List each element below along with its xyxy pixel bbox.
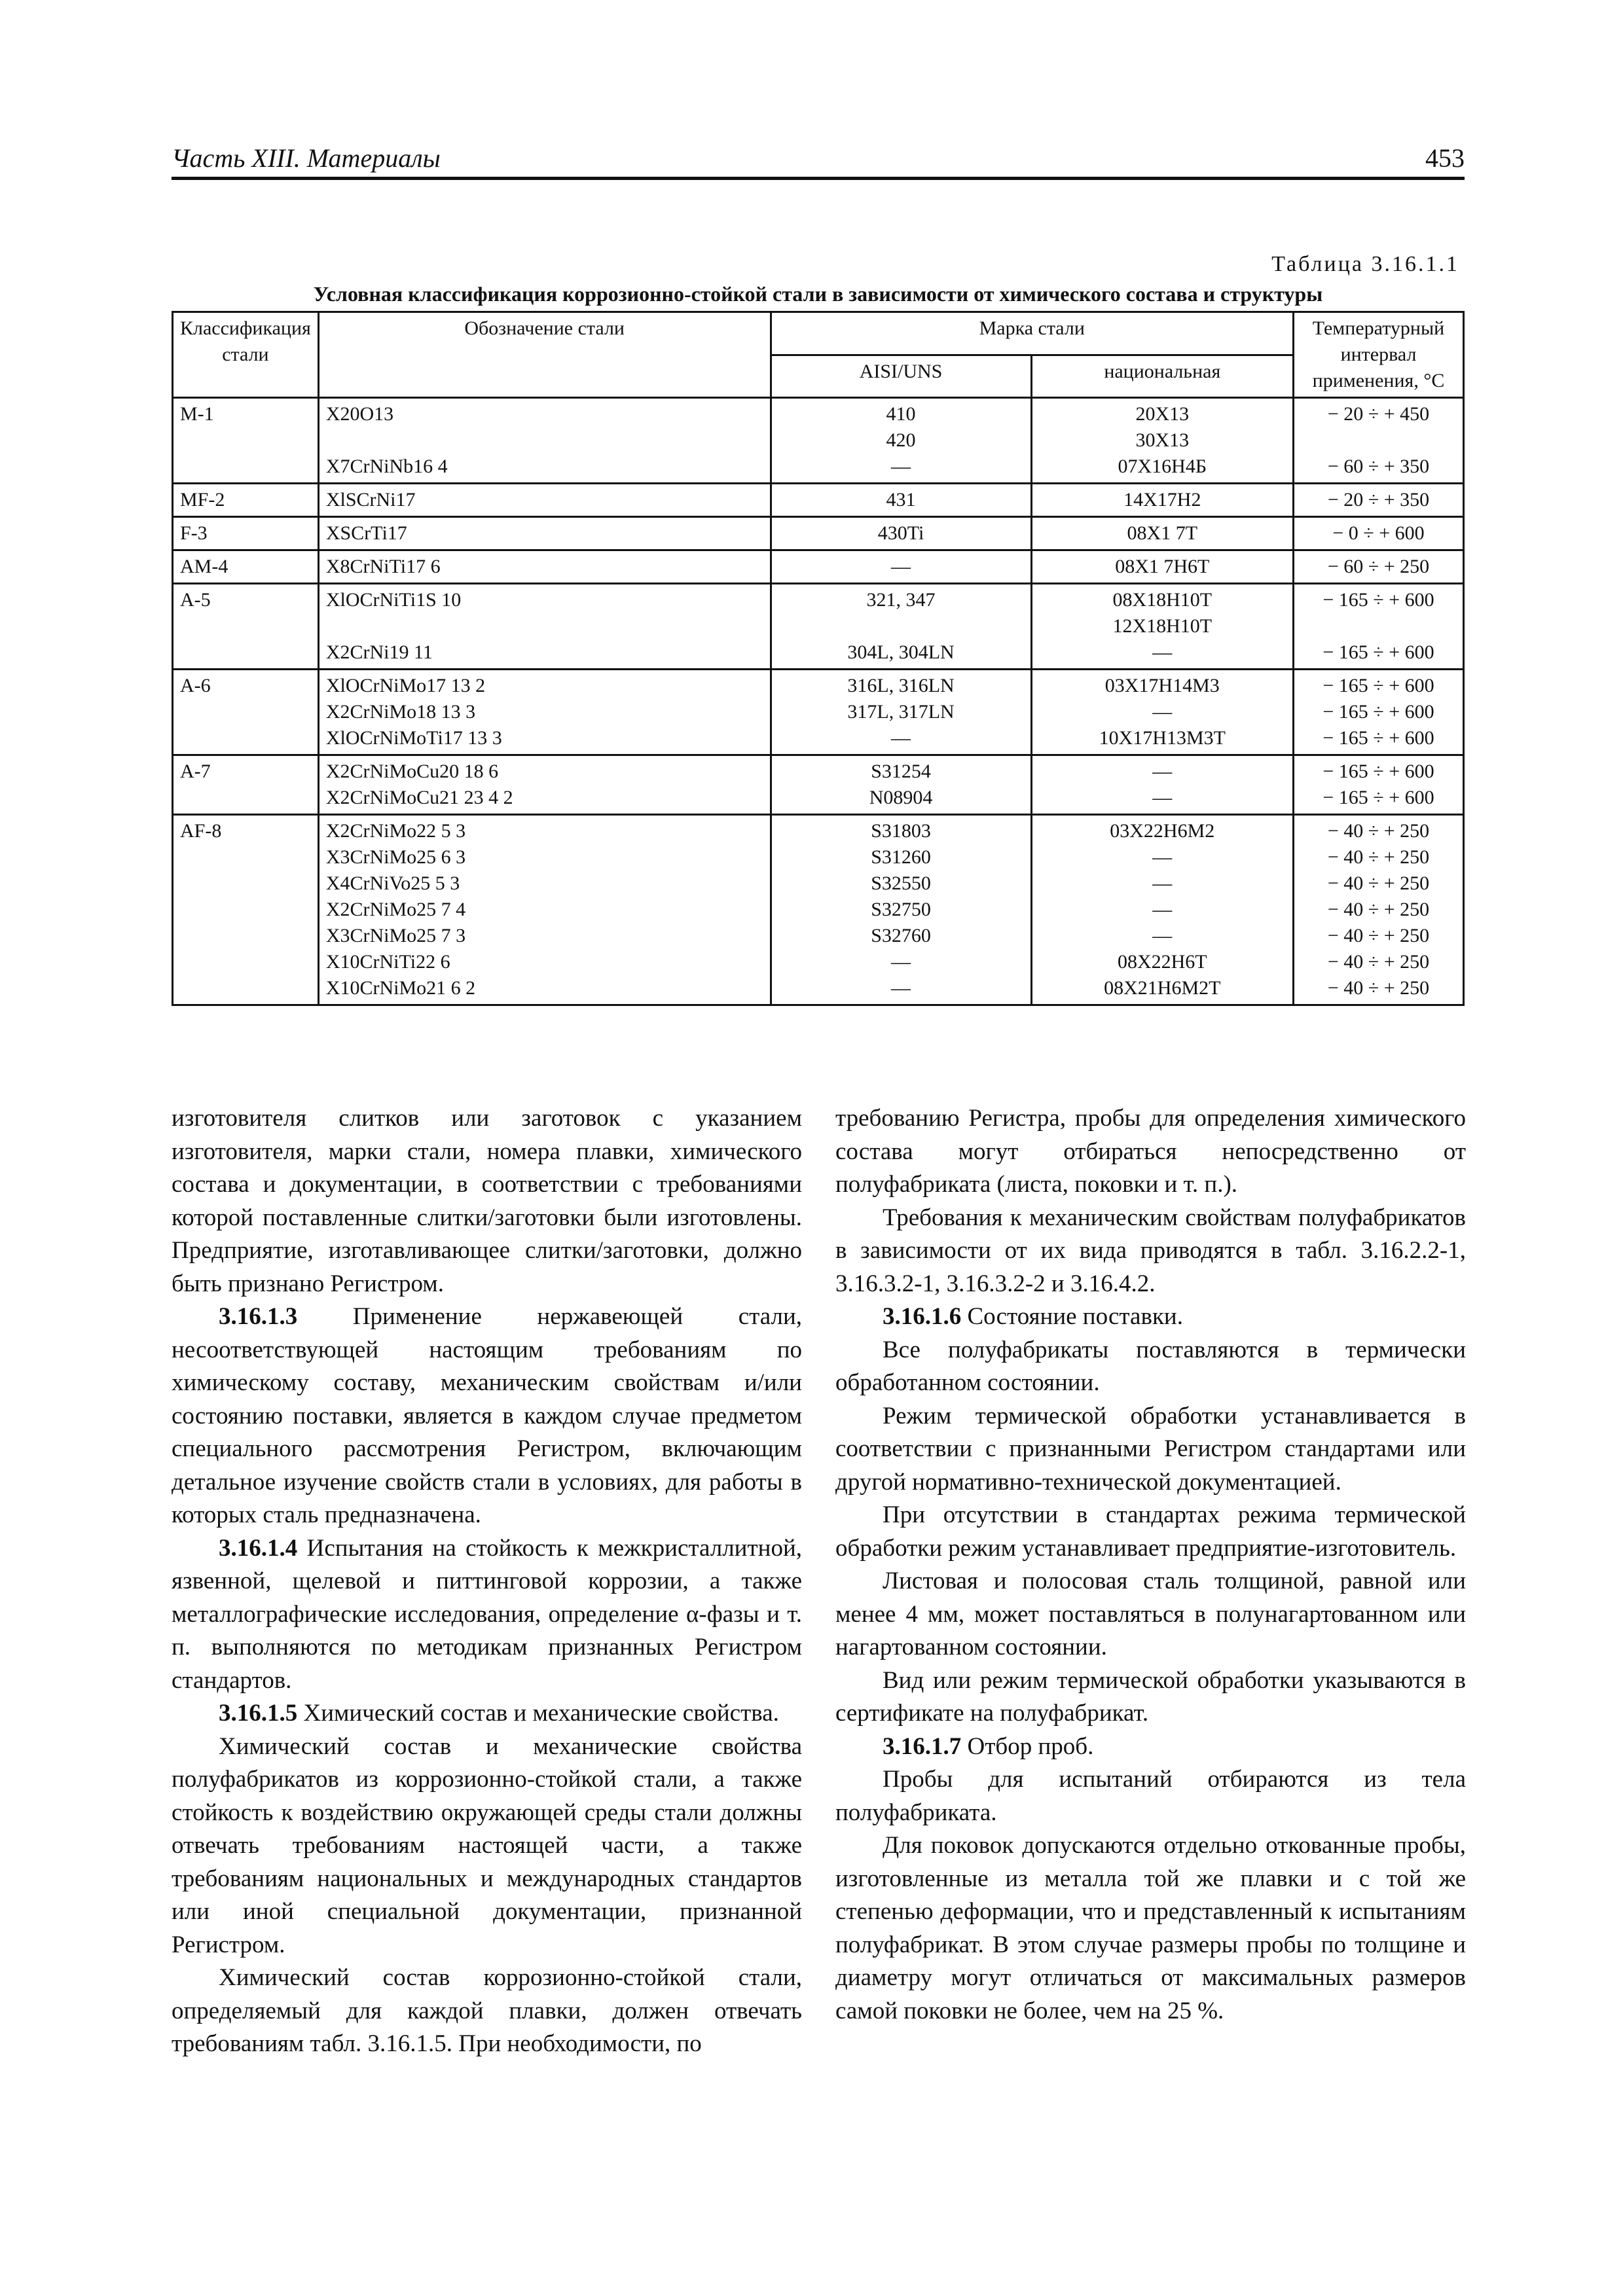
cell-line: − 20 ÷ + 350 xyxy=(1327,489,1430,511)
header-class: Классификация стали xyxy=(173,312,319,398)
cell-line: — xyxy=(1152,641,1173,663)
clause-number: 3.16.1.6 xyxy=(883,1303,962,1330)
paragraph: Требования к механическим свойствам полуфабрикатов в зависимости от их вида приводятся в табл. 3.16.2.2-1, 3.16.3.2-1, 3.16.3.2-2 и 3.16.4.2. xyxy=(835,1204,1466,1297)
cell-temperature xyxy=(1293,755,1463,815)
cell-designation xyxy=(318,517,771,550)
cell-line: F-3 xyxy=(180,522,208,544)
cell-temperature xyxy=(1293,670,1463,755)
cell-temperature xyxy=(1293,550,1463,584)
paragraph-text: Химический состав и механические свойства. xyxy=(303,1700,779,1727)
cell-line: X3CrNiMo25 7 3 xyxy=(325,925,466,946)
cell-aisi xyxy=(771,398,1031,484)
cell-class xyxy=(173,755,319,815)
cell-class xyxy=(173,484,319,517)
cell-temperature xyxy=(1293,815,1463,1005)
header-designation: Обозначение стали xyxy=(318,312,771,398)
running-header xyxy=(172,143,1465,179)
cell-line: X7CrNiNb16 4 xyxy=(325,456,448,477)
cell-line: 430Ti xyxy=(877,522,924,544)
cell-line: A-5 xyxy=(180,589,211,611)
cell-line: X10CrNiTi22 6 xyxy=(325,951,450,973)
table-row xyxy=(173,398,1464,484)
header-national: национальная xyxy=(1031,355,1293,398)
cell-line xyxy=(1301,613,1456,639)
cell-national xyxy=(1031,398,1293,484)
cell-line: M-1 xyxy=(180,403,214,425)
cell-line: − 40 ÷ + 250 xyxy=(1327,820,1430,842)
cell-line: X2CrNiMoCu21 23 4 2 xyxy=(325,787,513,808)
paragraph xyxy=(835,1300,1466,1334)
paragraph: Режим термической обработки устанавливается в соответствии с признанными Регистром стандартами или другой нормативно-технической документацией. xyxy=(835,1402,1466,1496)
cell-national xyxy=(1031,550,1293,584)
paragraph-text: Испытания на стойкость к межкристаллитной, язвенной, щелевой и питтинговой коррозии, а также металлографические исследования, определение α-фазы и т. п. выполняются по методикам признанных Регистром стандартов. xyxy=(172,1534,803,1694)
table-label: Таблица 3.16.1.1 xyxy=(1271,252,1459,276)
cell-line: − 165 ÷ + 600 xyxy=(1322,641,1434,663)
cell-line: 03X17H14M3 xyxy=(1104,675,1220,696)
cell-class xyxy=(173,550,319,584)
cell-line: 08X1 7H6T xyxy=(1115,556,1210,577)
cell-aisi xyxy=(771,517,1031,550)
cell-aisi xyxy=(771,584,1031,670)
header-aisi: AISI/UNS xyxy=(771,355,1031,398)
paragraph: Для поковок допускаются отдельно откованные пробы, изготовленные из металла той же плавки и с той же степенью деформации, что и представленный к испытаниям полуфабрикат. В этом случае размеры пробы по толщине и диаметру могут отличаться от максимальных размеров самой поковки не более, чем на 25 %. xyxy=(835,1832,1466,2024)
cell-class xyxy=(173,584,319,670)
cell-national xyxy=(1031,517,1293,550)
cell-temperature xyxy=(1293,584,1463,670)
cell-national xyxy=(1031,755,1293,815)
cell-line: X2CrNiMo22 5 3 xyxy=(325,820,466,842)
cell-line: 07X16H4Б xyxy=(1118,456,1207,477)
cell-temperature xyxy=(1293,517,1463,550)
paragraph: Вид или режим термической обработки указываются в сертификате на полуфабрикат. xyxy=(835,1666,1466,1727)
cell-line: − 165 ÷ + 600 xyxy=(1322,675,1434,696)
cell-line: X20O13 xyxy=(325,403,394,425)
cell-line: — xyxy=(1152,925,1173,946)
cell-line: X2CrNiMo18 13 3 xyxy=(325,701,476,723)
cell-line xyxy=(326,613,763,639)
cell-line xyxy=(1301,427,1456,454)
table-row xyxy=(173,670,1464,755)
clause-number: 3.16.1.4 xyxy=(219,1534,298,1562)
cell-line: — xyxy=(891,951,911,973)
cell-line: A-7 xyxy=(180,761,211,782)
cell-line: 321, 347 xyxy=(866,589,936,611)
paragraph xyxy=(835,1731,1466,1764)
paragraph: Пробы для испытаний отбираются из тела полуфабриката. xyxy=(835,1766,1466,1826)
cell-designation xyxy=(318,584,771,670)
cell-line: 08X1 7T xyxy=(1127,522,1198,544)
paragraph: Все полуфабрикаты поставляются в термически обработанном состоянии. xyxy=(835,1336,1466,1396)
paragraph: Химический состав и механические свойства полуфабрикатов из коррозионно-стойкой стали, а также стойкость к воздействию окружающей среды стали должны отвечать требованиям настоящей части, а также требованиям национальных и международных стандартов или иной специальной документации, признанной Регистром. xyxy=(172,1732,802,1958)
cell-line: 08X21H6M2T xyxy=(1104,977,1221,999)
cell-line: MF-2 xyxy=(180,489,225,511)
cell-line: XlOCrNiMoTi17 13 3 xyxy=(325,727,502,749)
left-text-column xyxy=(172,1102,802,2061)
cell-line: — xyxy=(891,456,911,477)
cell-line: 431 xyxy=(886,489,916,511)
cell-line: − 40 ÷ + 250 xyxy=(1327,951,1430,973)
cell-line: S31254 xyxy=(871,761,931,782)
cell-temperature xyxy=(1293,398,1463,484)
cell-class xyxy=(173,398,319,484)
cell-line: XSCrTi17 xyxy=(325,522,407,544)
section-title: Часть XIII. Материалы xyxy=(172,143,441,173)
cell-line: S31803 xyxy=(871,820,931,842)
cell-designation xyxy=(318,550,771,584)
cell-line: − 165 ÷ + 600 xyxy=(1322,727,1434,749)
cell-line: 30X13 xyxy=(1135,429,1190,451)
paragraph xyxy=(172,1697,802,1731)
cell-line: AF-8 xyxy=(180,820,222,842)
cell-line: 317L, 317LN xyxy=(847,701,955,723)
cell-line: XlSCrNi17 xyxy=(325,489,416,511)
cell-line: X2CrNiMo25 7 4 xyxy=(325,899,466,920)
cell-line: — xyxy=(891,727,911,749)
table-title: Условная классификация коррозионно-стойкой стали в зависимости от химического состава и структуры xyxy=(313,282,1323,306)
cell-class xyxy=(173,670,319,755)
right-text-column xyxy=(835,1102,1466,2028)
cell-national xyxy=(1031,484,1293,517)
paragraph xyxy=(172,1532,802,1698)
cell-line: − 40 ÷ + 250 xyxy=(1327,899,1430,920)
cell-aisi xyxy=(771,484,1031,517)
cell-line: AM-4 xyxy=(180,556,228,577)
cell-line: X3CrNiMo25 6 3 xyxy=(325,846,466,868)
header-rule xyxy=(172,177,1465,180)
cell-line: − 40 ÷ + 250 xyxy=(1327,925,1430,946)
cell-line: − 40 ÷ + 250 xyxy=(1327,872,1430,894)
cell-line: 12X18H10T xyxy=(1112,615,1213,637)
cell-line: — xyxy=(891,977,911,999)
cell-line: A-6 xyxy=(180,675,211,696)
cell-class xyxy=(173,815,319,1005)
cell-line: — xyxy=(891,556,911,577)
clause-number: 3.16.1.3 xyxy=(219,1303,298,1330)
cell-designation xyxy=(318,755,771,815)
cell-line: 304L, 304LN xyxy=(847,641,955,663)
cell-line: − 165 ÷ + 600 xyxy=(1322,761,1434,782)
cell-line: − 60 ÷ + 250 xyxy=(1327,556,1430,577)
cell-aisi xyxy=(771,755,1031,815)
cell-designation xyxy=(318,484,771,517)
cell-national xyxy=(1031,670,1293,755)
table-row xyxy=(173,517,1464,550)
cell-designation xyxy=(318,398,771,484)
cell-line: XlOCrNiTi1S 10 xyxy=(325,589,462,611)
cell-line: S32550 xyxy=(871,872,931,894)
cell-line: — xyxy=(1152,761,1173,782)
paragraph-text: Отбор проб. xyxy=(967,1732,1094,1760)
paragraph: изготовителя слитков или заготовок с указанием изготовителя, марки стали, номера плавки, химического состава и документации, в соответствии с требованиями которой поставленные слитки/заготовки были изготовлены. Предприятие, изготавливающее слитки/заготовки, должно быть признано Регистром. xyxy=(172,1105,802,1297)
cell-line: XlOCrNiMo17 13 2 xyxy=(325,675,486,696)
cell-line: − 40 ÷ + 250 xyxy=(1327,977,1430,999)
cell-line: X10CrNiMo21 6 2 xyxy=(325,977,476,999)
cell-line: — xyxy=(1152,846,1173,868)
cell-line: 08X22H6T xyxy=(1117,951,1207,973)
cell-line: — xyxy=(1152,899,1173,920)
cell-line: − 165 ÷ + 600 xyxy=(1322,787,1434,808)
cell-aisi xyxy=(771,550,1031,584)
cell-line: − 20 ÷ + 450 xyxy=(1327,403,1430,425)
cell-line: 14X17H2 xyxy=(1123,489,1201,511)
cell-line: — xyxy=(1152,787,1173,808)
cell-aisi xyxy=(771,670,1031,755)
paragraph: При отсутствии в стандартах режима термической обработки режим устанавливает предприятие-изготовитель. xyxy=(835,1501,1466,1562)
clause-number: 3.16.1.5 xyxy=(219,1700,298,1727)
cell-national xyxy=(1031,815,1293,1005)
paragraph xyxy=(172,1300,802,1532)
cell-line: − 60 ÷ + 350 xyxy=(1327,456,1430,477)
cell-line: − 165 ÷ + 600 xyxy=(1322,701,1434,723)
table-row xyxy=(173,584,1464,670)
paragraph: требованию Регистра, пробы для определения химического состава могут отбираться непосредственно от полуфабриката (листа, поковки и т. п.). xyxy=(835,1105,1466,1198)
cell-line: 03X22H6M2 xyxy=(1110,820,1215,842)
cell-line: − 40 ÷ + 250 xyxy=(1327,846,1430,868)
cell-line: X4CrNiVo25 5 3 xyxy=(325,872,460,894)
cell-line xyxy=(326,427,763,454)
table-row xyxy=(173,550,1464,584)
steel-classification-table xyxy=(172,311,1465,1006)
cell-line: X2CrNiMoCu20 18 6 xyxy=(325,761,499,782)
table-row xyxy=(173,815,1464,1005)
cell-line: 10X17H13M3T xyxy=(1099,727,1226,749)
cell-line: S31260 xyxy=(871,846,931,868)
cell-line: — xyxy=(1152,872,1173,894)
cell-line: 420 xyxy=(886,429,916,451)
table-row xyxy=(173,484,1464,517)
cell-aisi xyxy=(771,815,1031,1005)
cell-line: 08X18H10T xyxy=(1112,589,1213,611)
cell-class xyxy=(173,517,319,550)
clause-number: 3.16.1.7 xyxy=(883,1732,962,1760)
cell-line: − 165 ÷ + 600 xyxy=(1322,589,1434,611)
header-temperature: Температурный интервал применения, °С xyxy=(1293,312,1463,398)
header-grade: Марка стали xyxy=(771,312,1293,355)
cell-designation xyxy=(318,815,771,1005)
cell-line: S32760 xyxy=(871,925,931,946)
cell-line: 410 xyxy=(886,403,916,425)
cell-line: N08904 xyxy=(869,787,933,808)
cell-line: X2CrNi19 11 xyxy=(325,641,433,663)
page-number: 453 xyxy=(1425,143,1465,173)
paragraph-text: Применение нержавеющей стали, несоответствующей настоящим требованиям по химическому составу, механическим свойствам и/или состоянию поставки, является в каждом случае предметом специального рассмотрения Регистром, включающим детальное изучение свойств стали в условиях, для работы в которых сталь предназначена. xyxy=(172,1303,802,1528)
table-header-row xyxy=(173,312,1464,355)
cell-line: X8CrNiTi17 6 xyxy=(325,556,441,577)
cell-line: — xyxy=(1152,701,1173,723)
cell-line: S32750 xyxy=(871,899,931,920)
paragraph: Листовая и полосовая сталь толщиной, равной или менее 4 мм, может поставляться в полунагартованном или нагартованном состоянии. xyxy=(835,1568,1466,1660)
cell-temperature xyxy=(1293,484,1463,517)
paragraph-text: Состояние поставки. xyxy=(967,1303,1183,1330)
paragraph: Химический состав коррозионно-стойкой стали, определяемый для каждой плавки, должен отвечать требованиям табл. 3.16.1.5. При необходимости, по xyxy=(172,1964,802,2057)
cell-designation xyxy=(318,670,771,755)
cell-national xyxy=(1031,584,1293,670)
table-body xyxy=(173,398,1464,1005)
cell-line: − 0 ÷ + 600 xyxy=(1332,522,1425,544)
cell-line xyxy=(778,613,1024,639)
table-row xyxy=(173,755,1464,815)
cell-line: 316L, 316LN xyxy=(847,675,955,696)
cell-line: 20X13 xyxy=(1135,403,1190,425)
